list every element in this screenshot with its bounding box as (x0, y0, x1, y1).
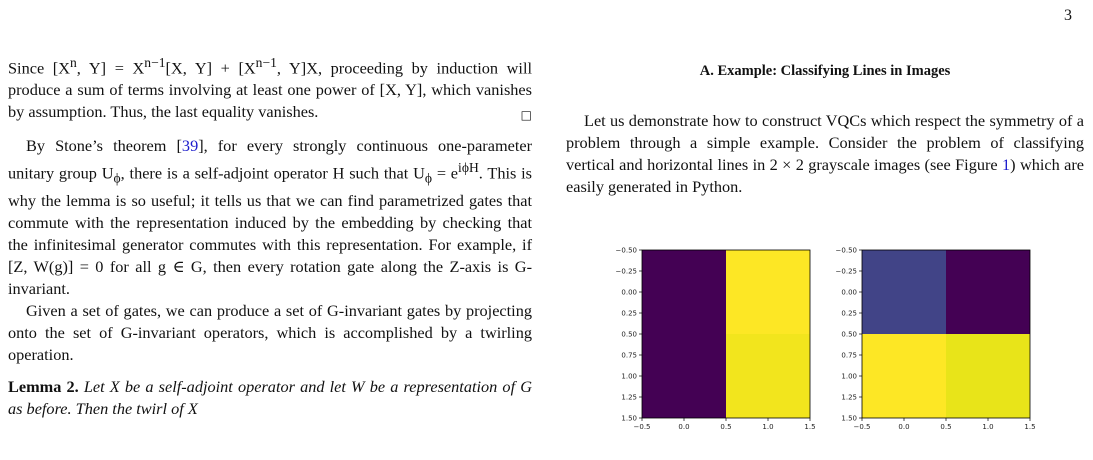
y-tick-label: −0.50 (835, 246, 857, 255)
qed-symbol: □ (520, 108, 532, 123)
y-tick-label: 0.50 (621, 330, 637, 339)
y-tick-label: 1.50 (621, 414, 637, 423)
heatmap-cell (862, 250, 946, 334)
y-tick-label: 0.75 (841, 351, 857, 360)
heatmap-cell (642, 334, 726, 418)
citation-link-39[interactable]: 39 (181, 136, 199, 156)
heatmap-cell (642, 250, 726, 334)
heatmap-cell (726, 334, 810, 418)
y-tick-label: −0.50 (615, 246, 637, 255)
page-number: 3 (1064, 7, 1072, 24)
x-tick-label: 1.0 (762, 423, 774, 431)
figure-1 (590, 238, 1050, 443)
x-tick-label: −0.5 (853, 423, 871, 431)
lemma-text: Let X be a self-adjoint operator and let W be a representation of G as before. Then the twirl of X (8, 377, 532, 419)
x-tick-label: −0.5 (633, 423, 651, 431)
y-tick-label: 1.25 (841, 393, 857, 402)
heatmap-cell (862, 334, 946, 418)
left-column (8, 52, 532, 420)
y-tick-label: 0.25 (621, 309, 637, 318)
x-tick-label: 0.5 (720, 423, 732, 431)
right-column (566, 52, 1084, 198)
y-tick-label: 1.25 (621, 393, 637, 402)
heatmap-cell (726, 250, 810, 334)
x-tick-label: 1.0 (982, 423, 994, 431)
figure-link-1[interactable]: 1 (1002, 155, 1011, 174)
heatmap-horizontal-line (836, 247, 1036, 432)
y-tick-label: 1.00 (841, 372, 857, 381)
x-tick-label: 0.5 (940, 423, 952, 431)
proof-paragraph: Since [$X^n$, $Y] = X^{n-1}[X$, $Y] + [X^{n-1}$, Y]X, proceeding by induction will produce a sum of terms involving at least one power of [X, Y], which vanishes by assumption. Thus, the last equality vanishes. □ (8, 52, 532, 123)
heatmap-cell (946, 250, 1030, 334)
section-title: A. Example: Classifying Lines in Images (699, 63, 951, 79)
y-tick-label: 0.50 (841, 330, 857, 339)
example-paragraph: Let us demonstrate how to construct VQCs which respect the symmetry of a problem through a simple example. Consider the problem of classifying vertical and horizontal lines in 2 × 2 grayscale images (see Figure 1) which are easily generated in Python. (566, 111, 1084, 196)
heatmap-cell (946, 334, 1030, 418)
y-tick-label: −0.25 (615, 267, 637, 276)
y-tick-label: 0.25 (841, 309, 857, 318)
twirling-paragraph: Given a set of gates, we can produce a set of G-invariant gates by projecting onto the set of G-invariant operators, which is accomplished by a twirling operation. (8, 301, 532, 365)
x-tick-label: 1.5 (1024, 423, 1036, 431)
x-tick-label: 1.5 (804, 423, 816, 431)
lemma-2 (8, 376, 532, 420)
x-tick-label: 0.0 (898, 423, 910, 431)
figure-heatmaps (590, 238, 1050, 438)
y-tick-label: −0.25 (835, 267, 857, 276)
y-tick-label: 1.50 (841, 414, 857, 423)
y-tick-label: 0.00 (621, 288, 637, 297)
lemma-label: Lemma 2. (8, 377, 79, 397)
x-tick-label: 0.0 (678, 423, 690, 431)
y-tick-label: 1.00 (621, 372, 637, 381)
heatmap-vertical-line (616, 247, 816, 432)
stone-theorem-paragraph: By Stone’s theorem [39], for every strongly continuous one-parameter unitary group $U_\phi$, there is a self-adjoint operator H such that $U_\phi = e^{i\phi H}$. This is why the lemma is so useful; it tells us that we can find parametrized gates that commute with the representation induced by the embedding by checking that the infinitesimal generator commutes with this representation. For example, if [Z, W(g)] = 0 for all g ∈ G, then every rotation gate along the Z-axis is G-invariant. (8, 136, 533, 299)
y-tick-label: 0.75 (621, 351, 637, 360)
y-tick-label: 0.00 (841, 288, 857, 297)
